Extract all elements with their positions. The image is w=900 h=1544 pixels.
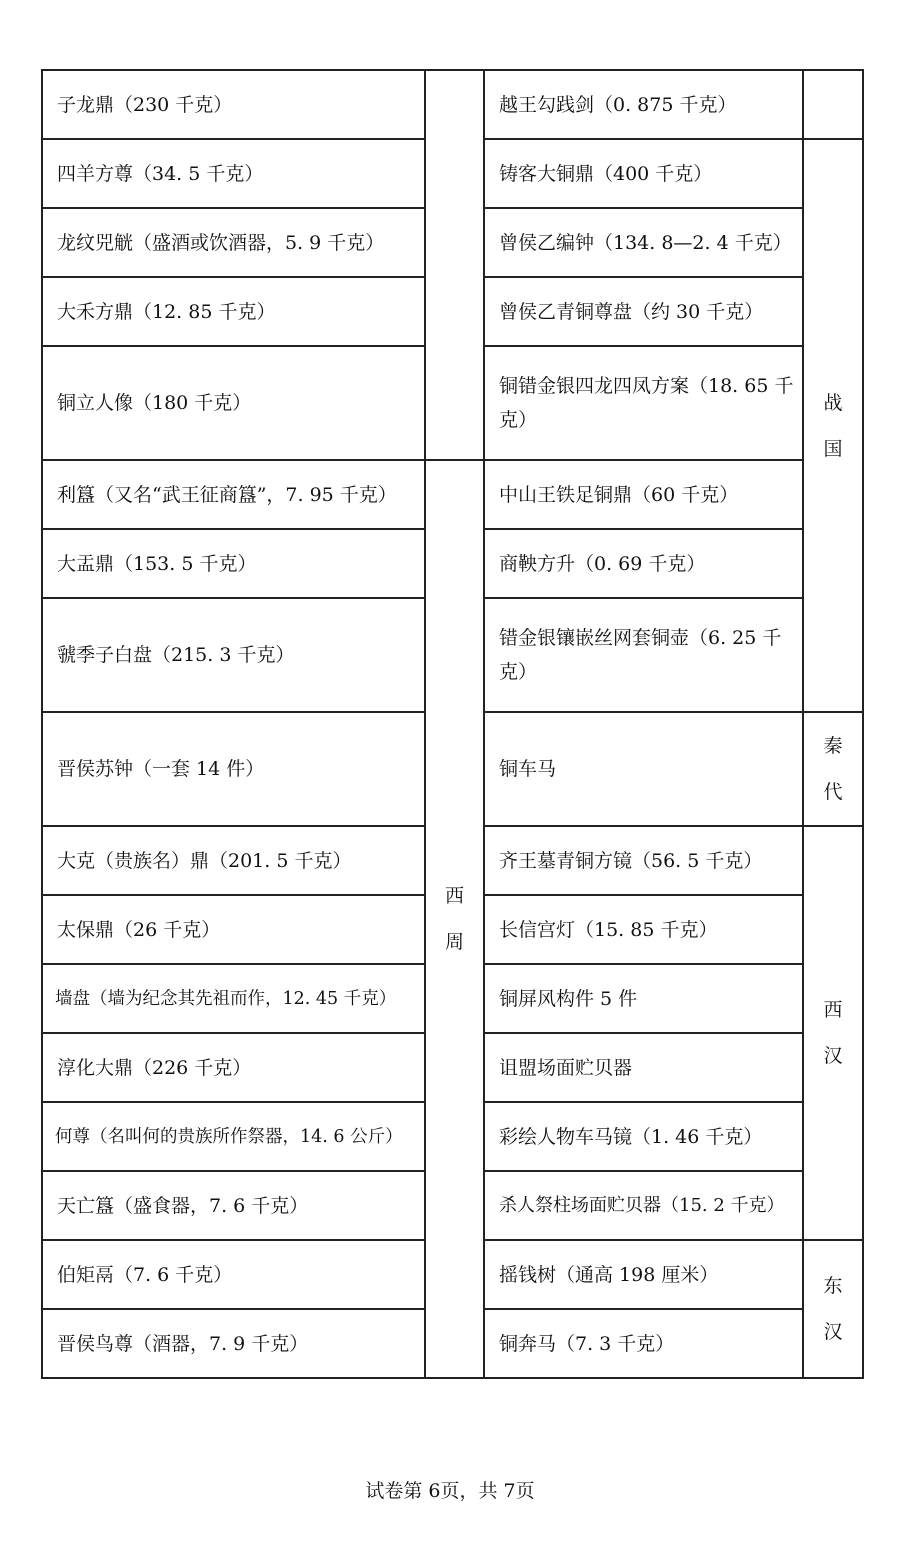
left-artifact-cell: 子龙鼎（230 千克） [42,70,425,139]
left-artifact-cell: 何尊（名叫何的贵族所作祭器，14. 6 公斤） [42,1102,425,1171]
right-artifact-cell: 摇钱树（通高 198 厘米） [484,1240,803,1309]
period-cell-zhanguo [803,139,863,712]
right-artifact-cell: 商鞅方升（0. 69 千克） [484,529,803,598]
left-artifact-cell: 龙纹兕觥（盛酒或饮酒器，5. 9 千克） [42,208,425,277]
artifacts-table [41,69,864,1379]
left-artifact-cell: 虢季子白盘（215. 3 千克） [42,598,425,712]
right-artifact-cell: 长信宫灯（15. 85 千克） [484,895,803,964]
period-cell-donghan [803,1240,863,1378]
left-artifact-cell: 淳化大鼎（226 千克） [42,1033,425,1102]
right-artifact-cell: 曾侯乙青铜尊盘（约 30 千克） [484,277,803,346]
right-artifact-cell: 铜错金银四龙四凤方案（18. 65 千克） [484,346,803,460]
left-period-cell-blank [425,70,484,460]
left-artifact-cell: 利簋（又名“武王征商簋”，7. 95 千克） [42,460,425,529]
period-label-xihan: 西汉 [823,999,843,1067]
right-artifact-cell: 齐王墓青铜方镜（56. 5 千克） [484,826,803,895]
left-artifact-cell: 晋侯苏钟（一套 14 件） [42,712,425,826]
left-artifact-cell: 墙盘（墙为纪念其先祖而作，12. 45 千克） [42,964,425,1033]
left-artifact-cell: 铜立人像（180 千克） [42,346,425,460]
right-artifact-cell: 铜车马 [484,712,803,826]
period-label-zhanguo: 战国 [823,391,843,460]
left-artifact-cell: 大克（贵族名）鼎（201. 5 千克） [42,826,425,895]
left-artifact-cell: 大禾方鼎（12. 85 千克） [42,277,425,346]
right-artifact-cell: 铜屏风构件 5 件 [484,964,803,1033]
right-artifact-cell: 越王勾践剑（0. 875 千克） [484,70,803,139]
period-cell-xihan [803,826,863,1240]
period-label-xizhou: 西周 [444,885,464,953]
page-footer: 试卷第 6页，共 7页 [365,1480,535,1502]
right-artifact-cell: 错金银镶嵌丝网套铜壶（6. 25 千克） [484,598,803,712]
left-artifact-cell: 天亡簋（盛食器，7. 6 千克） [42,1171,425,1240]
table-row [42,70,863,139]
right-artifact-cell: 曾侯乙编钟（134. 8—2. 4 千克） [484,208,803,277]
right-artifact-cell: 铸客大铜鼎（400 千克） [484,139,803,208]
right-period-cell-blank [803,70,863,139]
right-artifact-cell: 铜奔马（7. 3 千克） [484,1309,803,1378]
left-artifact-cell: 伯矩鬲（7. 6 千克） [42,1240,425,1309]
period-label-donghan: 东汉 [823,1275,843,1343]
left-artifact-cell: 晋侯鸟尊（酒器，7. 9 千克） [42,1309,425,1378]
left-artifact-cell: 太保鼎（26 千克） [42,895,425,964]
period-label-qin: 秦代 [823,735,843,803]
left-artifact-cell: 大盂鼎（153. 5 千克） [42,529,425,598]
table-row [42,460,863,529]
right-artifact-cell: 杀人祭柱场面贮贝器（15. 2 千克） [484,1171,803,1240]
period-cell-xizhou [425,460,484,1378]
period-cell-qin [803,712,863,826]
right-artifact-cell: 彩绘人物车马镜（1. 46 千克） [484,1102,803,1171]
right-artifact-cell: 中山王铁足铜鼎（60 千克） [484,460,803,529]
left-artifact-cell: 四羊方尊（34. 5 千克） [42,139,425,208]
right-artifact-cell: 诅盟场面贮贝器 [484,1033,803,1102]
